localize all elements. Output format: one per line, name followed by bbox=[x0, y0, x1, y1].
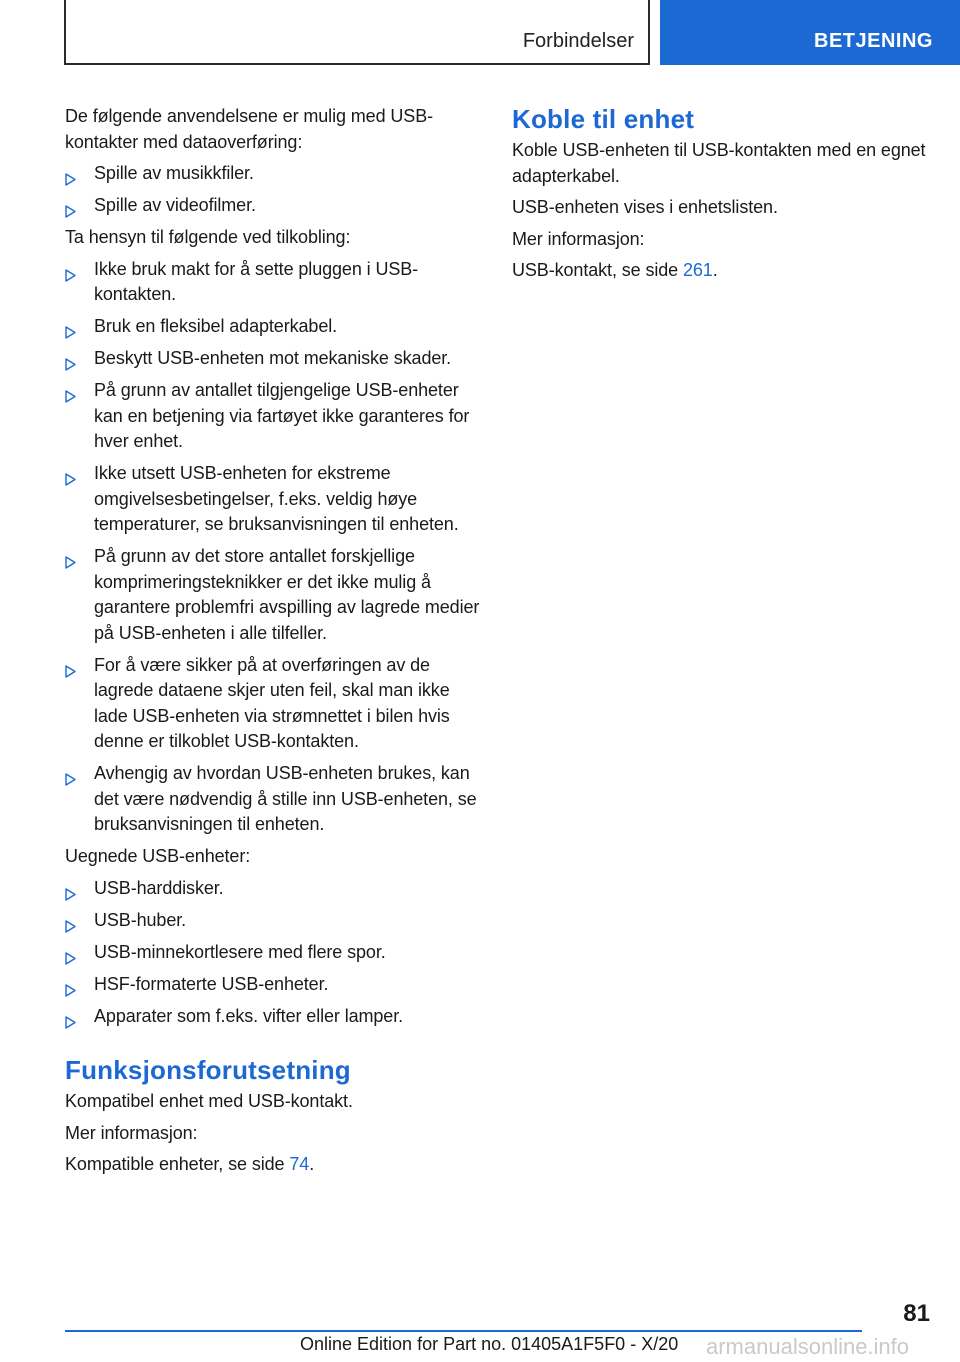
list-item bbox=[65, 940, 485, 966]
device-list-text: USB-enheten vises i enhetslisten. bbox=[512, 197, 778, 217]
triangle-bullet-icon bbox=[65, 551, 76, 564]
requirements-reference-end: . bbox=[309, 1154, 315, 1174]
connect-heading: Koble til enhet bbox=[512, 104, 695, 134]
chapter-title: BETJENING bbox=[814, 30, 933, 52]
connect-reference bbox=[512, 258, 932, 284]
edition-text: Online Edition for Part no. 01405A1F5F0 - X/20 bbox=[300, 1334, 679, 1354]
page-header bbox=[0, 0, 960, 66]
triangle-bullet-icon bbox=[65, 1011, 76, 1024]
list-item-text: Ikke bruk makt for å sette pluggen i USB-kontakten. bbox=[94, 258, 419, 304]
triangle-bullet-icon bbox=[65, 468, 76, 481]
triangle-bullet-icon bbox=[65, 660, 76, 673]
list-item-text: USB-huber. bbox=[94, 909, 187, 930]
intro-text: De følgende anvendelsene er mulig med USB-kontakter med dataoverføring: bbox=[65, 106, 433, 152]
right-column bbox=[512, 104, 932, 290]
requirements-more-info: Mer informasjon: bbox=[65, 1122, 198, 1143]
list-item bbox=[65, 161, 485, 187]
requirements-text: Kompatibel enhet med USB-kontakt. bbox=[65, 1091, 353, 1111]
list-item-text: Bruk en fleksibel adapterkabel. bbox=[94, 316, 338, 336]
list-item-text: Ikke utsett USB-enheten for ekstreme omgivelsesbetingelser, f.eks. veldig høye temperaturer, se bruksanvisningen til enheten. bbox=[94, 463, 459, 534]
triangle-bullet-icon bbox=[65, 200, 76, 213]
list-item-text: Spille av videofilmer. bbox=[94, 195, 256, 215]
list-item bbox=[65, 761, 485, 838]
section-title: Forbindelser bbox=[522, 30, 634, 52]
list-item bbox=[65, 1004, 485, 1030]
triangle-bullet-icon bbox=[65, 883, 76, 896]
triangle-bullet-icon bbox=[65, 168, 76, 181]
footer-rule bbox=[65, 1330, 862, 1332]
list-item bbox=[65, 876, 485, 902]
notes-list bbox=[65, 257, 485, 838]
list-item-text: USB-minnekortlesere med flere spor. bbox=[94, 941, 386, 962]
connect-reference-text: USB-kontakt, se side bbox=[512, 260, 683, 280]
list-item bbox=[65, 346, 485, 372]
page-link-261[interactable]: 261 bbox=[682, 260, 713, 280]
requirements-reference-text: Kompatible enheter, se side bbox=[65, 1154, 290, 1174]
list-item bbox=[65, 544, 485, 646]
list-item-text: Avhengig av hvordan USB-enheten brukes, kan det være nødvendig å stille inn USB-enheten, se bruksanvisningen til enheten. bbox=[94, 763, 477, 834]
page-number: 81 bbox=[903, 1300, 930, 1327]
triangle-bullet-icon bbox=[65, 353, 76, 366]
list-item-text: Beskytt USB-enheten mot mekaniske skader. bbox=[94, 348, 452, 368]
left-column bbox=[65, 104, 485, 1184]
connect-text: Koble USB-enheten til USB-kontakten med en egnet adapterkabel. bbox=[512, 140, 926, 186]
requirements-reference bbox=[65, 1152, 485, 1178]
chapter-tab bbox=[660, 0, 960, 65]
triangle-bullet-icon bbox=[65, 947, 76, 960]
triangle-bullet-icon bbox=[65, 264, 76, 277]
list-item bbox=[65, 461, 485, 538]
list-item-text: På grunn av det store antallet forskjellige komprimeringsteknikker er det ikke mulig å garantere problemfri avspilling av lagrede medier på USB-enheten i alle tilfeller. bbox=[94, 546, 480, 643]
triangle-bullet-icon bbox=[65, 979, 76, 992]
connect-more-info: Mer informasjon: bbox=[512, 228, 645, 249]
list-item-text: Apparater som f.eks. vifter eller lamper. bbox=[94, 1005, 404, 1026]
unsuitable-list bbox=[65, 876, 485, 1030]
triangle-bullet-icon bbox=[65, 321, 76, 334]
watermark: armanualsonline.info bbox=[706, 1334, 910, 1359]
list-item-text: På grunn av antallet tilgjengelige USB-enheter kan en betjening via fartøyet ikke garanteres for hver enhet. bbox=[94, 380, 470, 451]
list-item-text: For å være sikker på at overføringen av de lagrede dataene skjer uten feil, skal man ikke lade USB-enheten via strømnettet i bilen hvis denne er tilkoblet USB-kontakten. bbox=[94, 654, 450, 751]
page-link-74[interactable]: 74 bbox=[289, 1154, 310, 1174]
triangle-bullet-icon bbox=[65, 385, 76, 398]
notes-intro: Ta hensyn til følgende ved tilkobling: bbox=[65, 227, 351, 247]
list-item-text: Spille av musikkfiler. bbox=[94, 163, 254, 183]
list-item bbox=[65, 908, 485, 934]
list-item bbox=[65, 653, 485, 755]
list-item-text: USB-harddisker. bbox=[94, 877, 224, 898]
list-item bbox=[65, 193, 485, 219]
triangle-bullet-icon bbox=[65, 915, 76, 928]
uses-list bbox=[65, 161, 485, 219]
requirements-heading: Funksjonsforutsetning bbox=[65, 1055, 351, 1085]
list-item bbox=[65, 257, 485, 308]
list-item bbox=[65, 314, 485, 340]
section-tab bbox=[64, 0, 650, 65]
list-item-text: HSF-formaterte USB-enheter. bbox=[94, 973, 329, 994]
triangle-bullet-icon bbox=[65, 768, 76, 781]
list-item bbox=[65, 378, 485, 455]
connect-reference-end: . bbox=[712, 260, 718, 280]
unsuitable-intro: Uegnede USB-enheter: bbox=[65, 846, 251, 866]
list-item bbox=[65, 972, 485, 998]
